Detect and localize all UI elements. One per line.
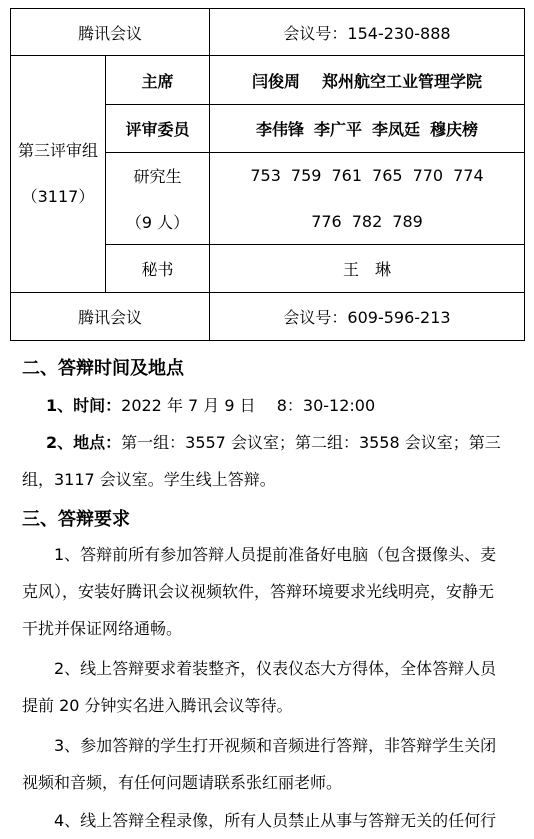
requirement-line: 干扰并保证网络通畅。 [22,619,183,638]
chair-name: 闫俊周 [252,71,301,91]
meeting-id-cell: 会议号：609-596-213 [210,293,525,341]
student-id: 765 [372,166,403,186]
requirement-line: 克风），安装好腾讯会议视频软件，答辩环境要求光线明亮，安静无 [22,582,495,601]
requirement-line: 视频和音频，有任何问题请联系张红丽老师。 [22,773,343,792]
student-id: 782 [351,211,383,231]
student-id: 774 [453,166,484,186]
students-count: （9 人） [106,199,210,245]
student-id: 761 [331,166,363,186]
time-value: 2022 年 7 月 9 日 8：30-12:00 [121,396,376,415]
student-id: 789 [392,211,423,231]
students-label: 研究生 [106,153,210,199]
student-id: 776 [311,211,342,231]
time-line [46,393,375,416]
committee-member: 李凤廷 [372,120,421,139]
table-row [11,56,525,105]
secretary-label: 秘书 [106,245,210,293]
committee-cell [210,105,525,153]
committee-member: 李广平 [314,120,363,139]
committee-member: 穆庆榜 [430,120,479,139]
meeting-id-cell: 会议号：154-230-888 [210,9,525,56]
student-id: 770 [412,166,444,186]
place-label: 2、地点： [46,433,122,452]
section-heading-time-place: 二、答辩时间及地点 [22,358,184,379]
requirement-line: 2、线上答辩要求着装整齐，仪表仪态大方得体，全体答辩人员 [54,659,497,678]
time-label: 1、时间： [46,396,122,415]
section-heading-requirements: 三、答辩要求 [22,509,130,530]
defense-schedule-table [10,8,525,341]
students-line1 [210,153,525,199]
requirement-line: 4、线上答辩全程录像，所有人员禁止从事与答辩无关的任何行 [54,811,497,830]
group-cell [11,56,106,293]
requirement-line: 1、答辩前所有参加答辩人员提前准备好电脑（包含摄像头、麦 [54,545,497,564]
meeting-app-cell: 腾讯会议 [11,9,210,56]
meeting-app-cell: 腾讯会议 [11,293,210,341]
student-id: 753 [250,166,281,186]
place-value-line1: 第一组：3557 会议室；第二组：3558 会议室；第三 [121,433,501,452]
place-value-line2: 组，3117 会议室。学生线上答辩。 [22,470,276,489]
requirement-line: 3、参加答辩的学生打开视频和音频进行答辩，非答辩学生关闭 [54,736,497,755]
committee-label: 评审委员 [106,105,210,153]
chair-label: 主席 [106,56,210,105]
table-row [11,9,525,56]
secretary-name: 王 琳 [210,245,525,293]
table-row [11,293,525,341]
group-room: （3117） [21,187,95,206]
chair-org: 郑州航空工业管理学院 [322,71,483,91]
chair-cell [210,56,525,105]
students-line2 [210,199,525,245]
place-line [46,430,501,453]
committee-member: 李伟锋 [255,120,304,139]
group-name: 第三评审组 [17,141,98,160]
requirement-line: 提前 20 分钟实名进入腾讯会议等待。 [22,696,293,715]
student-id: 759 [290,166,322,186]
